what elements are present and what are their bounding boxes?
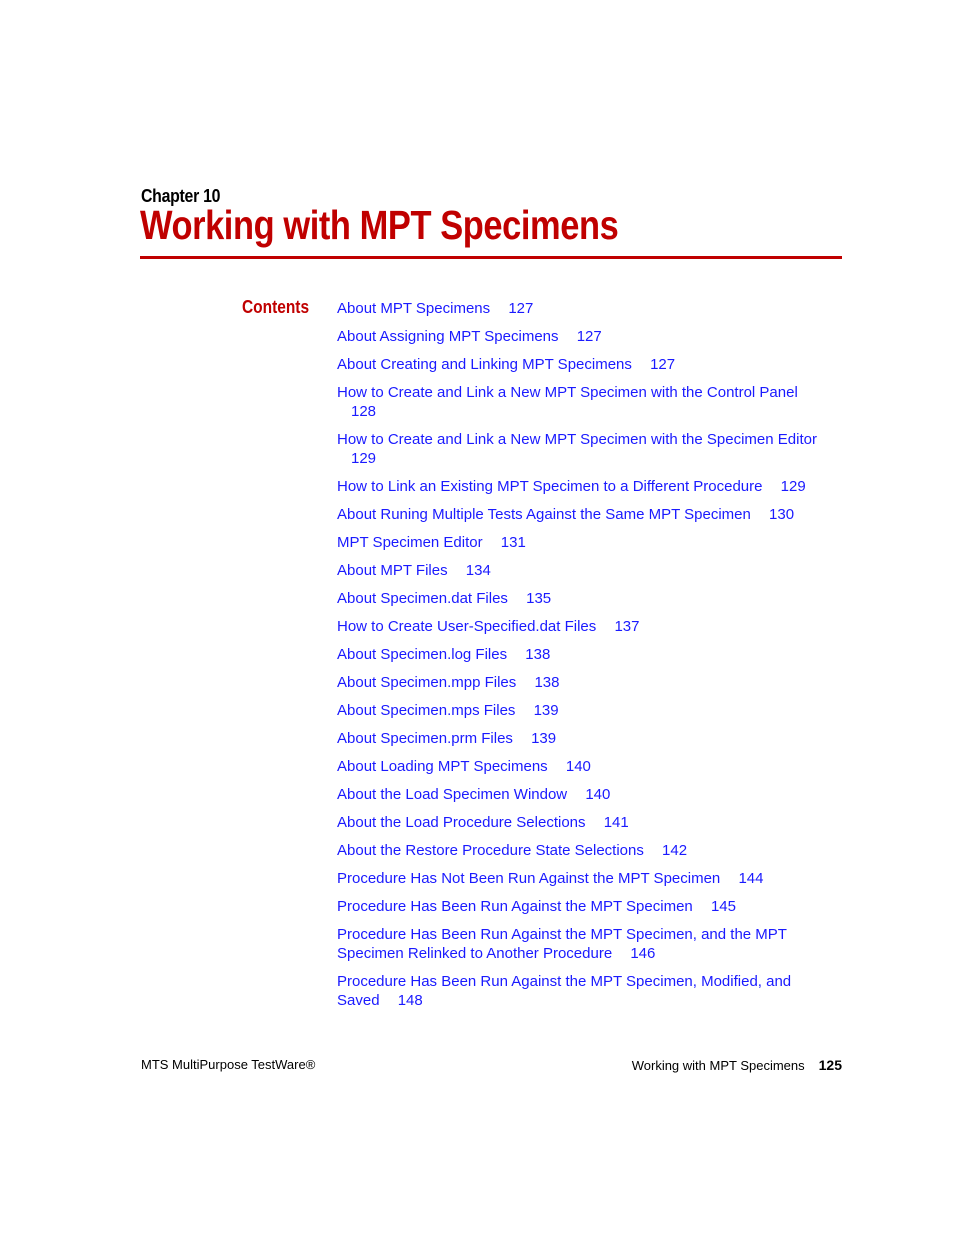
toc-page-number: 148 xyxy=(397,992,423,1009)
footer-product-name: MTS MultiPurpose TestWare® xyxy=(141,1057,316,1072)
chapter-label: Chapter 10 xyxy=(141,186,221,206)
toc-link-text: MPT Specimen Editor xyxy=(337,534,483,551)
toc-page-number: 129 xyxy=(780,478,806,495)
toc-link-text: About Specimen.prm Files xyxy=(337,730,513,747)
toc-link-text: About Specimen.dat Files xyxy=(337,590,508,607)
contents-list xyxy=(337,299,837,1019)
toc-link[interactable] xyxy=(337,355,837,374)
toc-link-text: Procedure Has Not Been Run Against the MPT Specimen xyxy=(337,870,721,887)
toc-link-text: About Creating and Linking MPT Specimens xyxy=(337,356,632,373)
toc-page-number: 145 xyxy=(710,898,736,915)
toc-link-text: Procedure Has Been Run Against the MPT Specimen xyxy=(337,898,693,915)
toc-link[interactable] xyxy=(337,757,837,776)
toc-page-number: 140 xyxy=(565,758,591,775)
toc-page-number: 138 xyxy=(525,646,551,663)
toc-page-number: 142 xyxy=(662,842,688,859)
toc-link[interactable] xyxy=(337,972,837,1010)
title-rule xyxy=(140,256,842,259)
toc-link[interactable] xyxy=(337,533,837,552)
toc-link[interactable] xyxy=(337,327,837,346)
toc-link[interactable] xyxy=(337,673,837,692)
toc-link-text: About Specimen.mps Files xyxy=(337,702,516,719)
toc-link-text: About Loading MPT Specimens xyxy=(337,758,548,775)
toc-link[interactable] xyxy=(337,701,837,720)
toc-page-number: 139 xyxy=(531,730,557,747)
toc-page-number: 135 xyxy=(526,590,552,607)
toc-page-number: 128 xyxy=(351,403,377,420)
toc-link[interactable] xyxy=(337,841,837,860)
toc-page-number: 144 xyxy=(738,870,764,887)
chapter-title: Working with MPT Specimens xyxy=(140,202,619,248)
toc-link-text: About MPT Specimens xyxy=(337,300,491,317)
toc-page-number: 139 xyxy=(533,702,559,719)
toc-link-text: About Assigning MPT Specimens xyxy=(337,328,559,345)
toc-link-text: How to Create User-Specified.dat Files xyxy=(337,618,597,635)
toc-link-text: How to Create and Link a New MPT Specimen with the Control Panel xyxy=(337,384,798,401)
toc-link[interactable] xyxy=(337,505,837,524)
toc-page-number: 141 xyxy=(603,814,629,831)
toc-page-number: 127 xyxy=(650,356,676,373)
toc-link-text: About Specimen.mpp Files xyxy=(337,674,517,691)
toc-link-text: About the Load Procedure Selections xyxy=(337,814,586,831)
toc-link[interactable] xyxy=(337,729,837,748)
toc-link-text: About MPT Files xyxy=(337,562,448,579)
toc-page-number: 129 xyxy=(351,450,377,467)
toc-link[interactable] xyxy=(337,897,837,916)
toc-link[interactable] xyxy=(337,383,837,421)
footer-section-title: Working with MPT Specimens xyxy=(631,1058,805,1073)
toc-link[interactable] xyxy=(337,617,837,636)
toc-link-text: Procedure Has Been Run Against the MPT Specimen, and the MPT Specimen Relinked to Another Procedure xyxy=(337,926,787,962)
toc-page-number: 127 xyxy=(508,300,534,317)
toc-link-text: About the Load Specimen Window xyxy=(337,786,568,803)
toc-link[interactable] xyxy=(337,813,837,832)
contents-label: Contents xyxy=(242,297,310,317)
toc-link[interactable] xyxy=(337,561,837,580)
toc-page-number: 140 xyxy=(585,786,611,803)
toc-page-number: 134 xyxy=(465,562,491,579)
toc-link[interactable] xyxy=(337,869,837,888)
toc-link-text: How to Create and Link a New MPT Specimen with the Specimen Editor xyxy=(337,431,817,448)
toc-link[interactable] xyxy=(337,645,837,664)
toc-page-number: 138 xyxy=(534,674,560,691)
toc-link[interactable] xyxy=(337,299,837,318)
toc-page-number: 146 xyxy=(630,945,656,962)
toc-link-text: About Specimen.log Files xyxy=(337,646,508,663)
toc-page-number: 137 xyxy=(614,618,640,635)
footer-page-number: 125 xyxy=(818,1057,842,1073)
toc-link[interactable] xyxy=(337,925,837,963)
toc-link-text: Procedure Has Been Run Against the MPT Specimen, Modified, and Saved xyxy=(337,973,792,1009)
toc-link-text: How to Link an Existing MPT Specimen to a Different Procedure xyxy=(337,478,763,495)
toc-link[interactable] xyxy=(337,589,837,608)
toc-link-text: About the Restore Procedure State Selections xyxy=(337,842,644,859)
toc-page-number: 130 xyxy=(769,506,795,523)
toc-page-number: 127 xyxy=(576,328,602,345)
toc-link[interactable] xyxy=(337,430,837,468)
footer-right xyxy=(632,1057,842,1073)
toc-link[interactable] xyxy=(337,477,837,496)
toc-page-number: 131 xyxy=(500,534,526,551)
toc-link[interactable] xyxy=(337,785,837,804)
toc-link-text: About Runing Multiple Tests Against the Same MPT Specimen xyxy=(337,506,751,523)
